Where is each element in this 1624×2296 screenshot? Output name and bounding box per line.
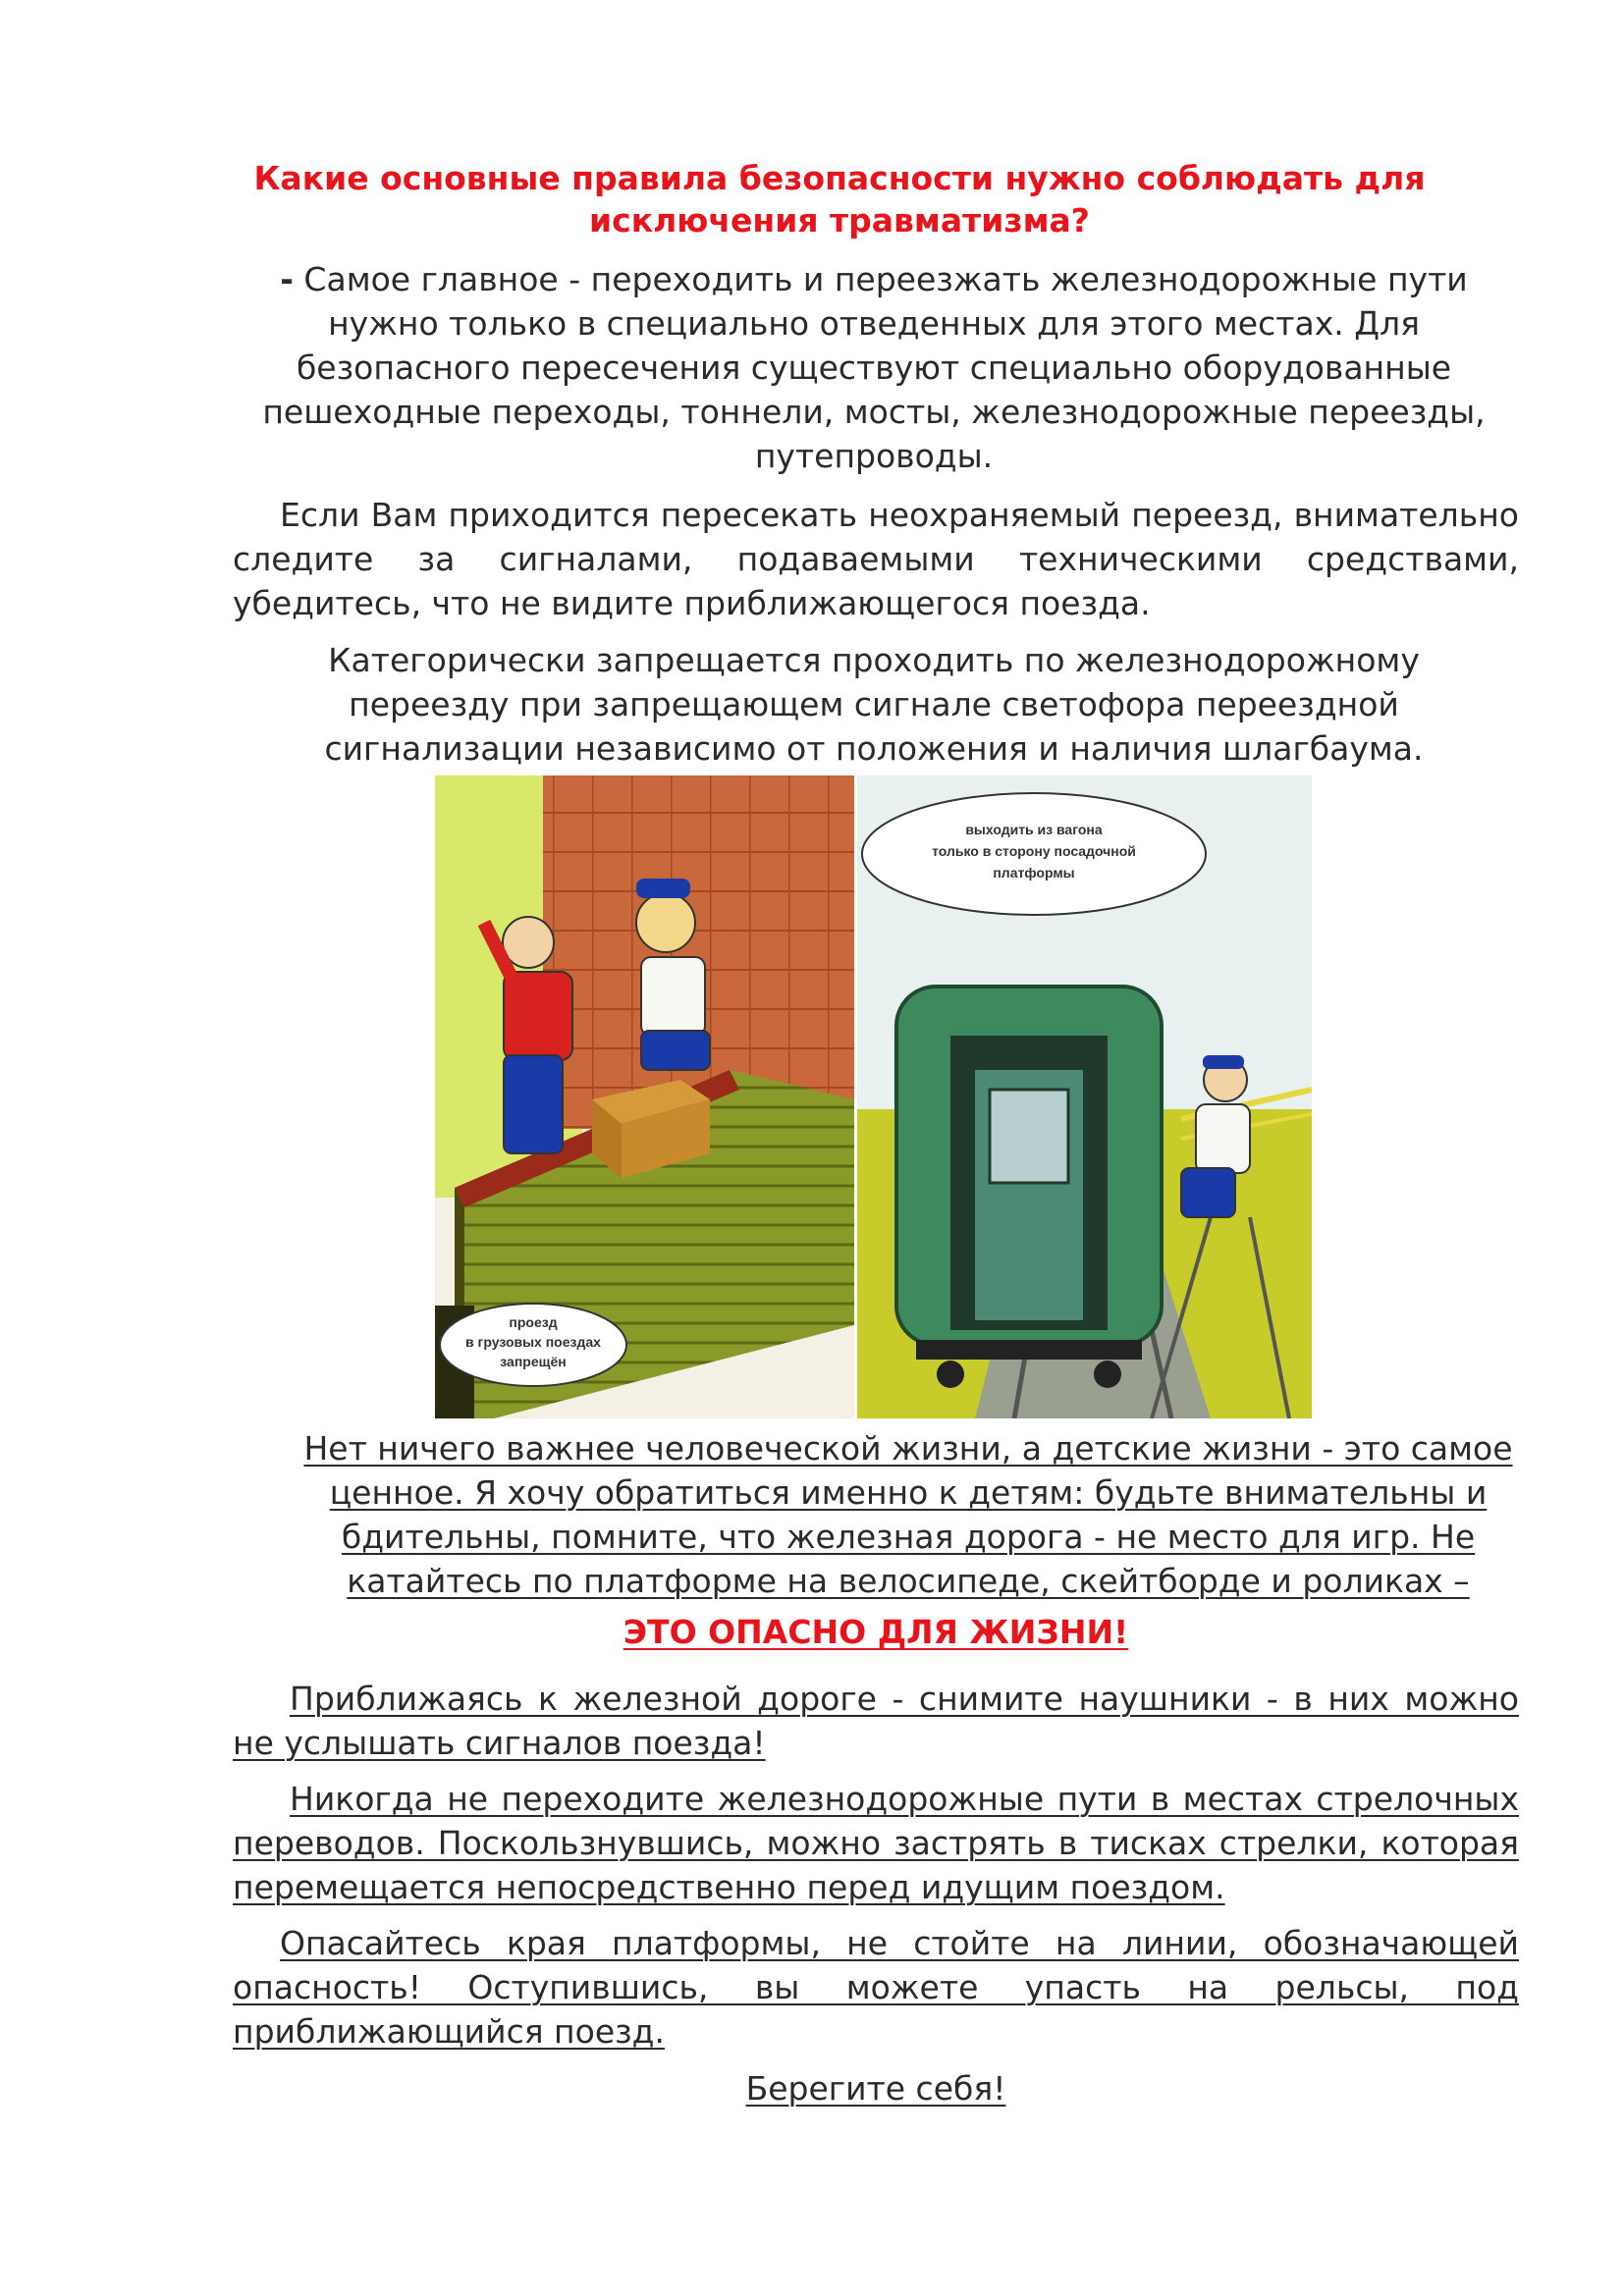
page-title: Какие основные правила безопасности нужно соблюдать для исключения травматизма? bbox=[253, 159, 1426, 240]
left-bubble-line-2: в грузовых поездах bbox=[465, 1334, 601, 1350]
paragraph-unguarded-crossing: Если Вам приходится пересекать неохраняемый переезд, внимательно следите за сигналами, подаваемыми техническими средствами, убедитесь, что не видите приближающегося поезда. bbox=[233, 496, 1519, 622]
paragraph-switches: Никогда не переходите железнодорожные пути в местах стрелочных переводов. Поскользнувшись, можно застрять в тисках стрелки, которая перемещается непосредственно перед идущим поездом. bbox=[233, 1780, 1519, 1906]
right-bubble-line-1: выходить из вагона bbox=[965, 822, 1103, 837]
right-bubble-line-3: платформы bbox=[993, 865, 1075, 881]
paragraph-crossing-places-text: Самое главное - переходить и переезжать железнодорожные пути нужно только в специально отведенных для этого местах. Для безопасного пересечения существуют специально оборудованные пешеходные переходы, тоннели, мосты, железнодорожные переезды, путепроводы. bbox=[262, 260, 1486, 475]
left-bubble-line-1: проезд bbox=[509, 1314, 558, 1330]
paragraph-forbidden-signal: Категорически запрещается проходить по железнодорожному переезду при запрещающем сигнале светофора переездной сигнализации независимо от положения и наличия шлагбаума. bbox=[324, 641, 1424, 768]
paragraph-platform-edge: Опасайтесь края платформы, не стойте на линии, обозначающей опасность! Оступившись, вы можете упасть на рельсы, под приближающийся поезд. bbox=[233, 1924, 1519, 2051]
illustration-freight-wagon bbox=[435, 775, 854, 1418]
danger-warning: ЭТО ОПАСНО ДЛЯ ЖИЗНИ! bbox=[623, 1613, 1129, 1651]
closing-line: Берегите себя! bbox=[745, 2069, 1006, 2108]
freight-wagon-drawing bbox=[435, 775, 854, 1418]
passenger-car-drawing bbox=[857, 775, 1312, 1418]
left-bubble-line-3: запрещён bbox=[500, 1354, 567, 1369]
paragraph-crossing-places bbox=[236, 257, 1512, 478]
illustration-passenger-car bbox=[857, 775, 1312, 1418]
dash-mark: - bbox=[280, 260, 294, 298]
paragraph-headphones: Приближаясь к железной дороге - снимите наушники - в них можно не услышать сигналов поезда! bbox=[233, 1680, 1519, 1762]
right-bubble-line-2: только в сторону посадочной bbox=[932, 843, 1136, 859]
paragraph-children-appeal: Нет ничего важнее человеческой жизни, а детские жизни - это самое ценное. Я хочу обратиться именно к детям: будьте внимательны и бдительны, помните, что железная дорога - не место для игр. Не катайтесь по платформе на велосипеде, скейтборде и роликах – bbox=[303, 1429, 1513, 1600]
